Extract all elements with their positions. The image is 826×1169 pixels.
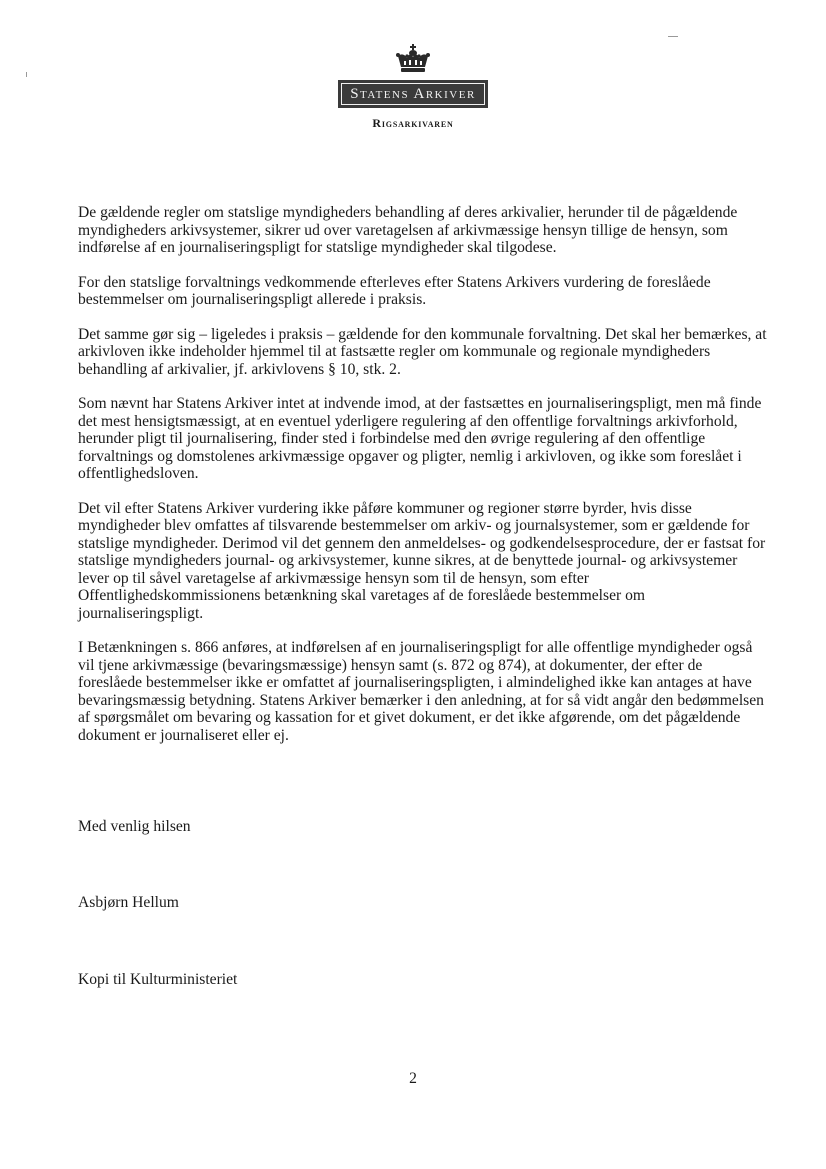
- department-name: Rigsarkivaren: [372, 116, 454, 130]
- scan-mark: [668, 36, 678, 37]
- paragraph: Som nævnt har Statens Arkiver intet at indvende imod, at der fastsættes en journaliseringspligt, men må finde det mest hensigtsmæssigt, at en eventuel yderligere regulering af den offentlige forvaltnings arkivforhold, herunder pligt til journalisering, finder sted i forbindelse med den øvrige regulering af den offentlige forvaltnings og domstolenes arkivmæssige opgaver og pligter, nemlig i arkivloven, og ikke som foreslået i offentlighedsloven.: [78, 395, 762, 482]
- letterhead: [0, 44, 826, 131]
- page-number: 2: [409, 1070, 417, 1087]
- signature-name: Asbjørn Hellum: [78, 894, 179, 911]
- copy-to-line: Kopi til Kulturministeriet: [78, 971, 238, 988]
- letter-body: [78, 204, 768, 761]
- paragraph: Det samme gør sig – ligeledes i praksis – gældende for den kommunale forvaltning. Det skal her bemærkes, at arkivloven ikke indeholder hjemmel til at fastsætte regler om kommunale og regionale myndigheders behandling af arkivalier, jf. arkivlovens § 10, stk. 2.: [78, 325, 767, 378]
- organization-logo-text: Statens Arkiver: [338, 80, 488, 108]
- scan-mark: [26, 72, 27, 77]
- crown-icon: [395, 44, 431, 74]
- paragraph: Det vil efter Statens Arkiver vurdering ikke påføre kommuner og regioner større byrder, hvis disse myndigheder blev omfattes af tilsvarende bestemmelser om arkiv- og journalsystemer, som er gældende for statslige myndigheder. Derimod vil det gennem den anmeldelses- og godkendelsesprocedure, der er fastsat for statslige myndigheders journal- og arkivsystemer, kunne sikres, at de benyttede journal- og arkivsystemer lever op til såvel varetagelse af arkivmæssige hensyn som til de hensyn, som efter Offentlighedskommissionens betænkning skal varetages af de foreslåede bestemmelser om journaliseringspligt.: [78, 499, 766, 622]
- closing-greeting: Med venlig hilsen: [78, 818, 191, 835]
- paragraph: For den statslige forvaltnings vedkommende efterleves efter Statens Arkivers vurdering de foreslåede bestemmelser om journaliseringspligt allerede i praksis.: [78, 273, 711, 308]
- paragraph: I Betænkningen s. 866 anføres, at indførelsen af en journaliseringspligt for alle offentlige myndigheder også vil tjene arkivmæssige (bevaringsmæssige) hensyn samt (s. 872 og 874), at dokumenter, der efter de foreslåede bestemmelser ikke er omfattet af journaliseringspligten, i almindelighed ikke kan antages at have bevaringsmæssig betydning. Statens Arkiver bemærker i den anledning, at for så vidt angår den bedømmelsen af spørgsmålet om bevaring og kassation for et givet dokument, er det ikke afgørende, om det pågældende dokument er journaliseret eller ej.: [78, 639, 764, 744]
- paragraph: De gældende regler om statslige myndigheders behandling af deres arkivalier, herunder til de pågældende myndigheders arkivsystemer, sikrer ud over varetagelsen af arkivmæssige hensyn tillige de hensyn, som indførelse af en journaliseringspligt for statslige myndigheder skal tilgodese.: [78, 204, 738, 256]
